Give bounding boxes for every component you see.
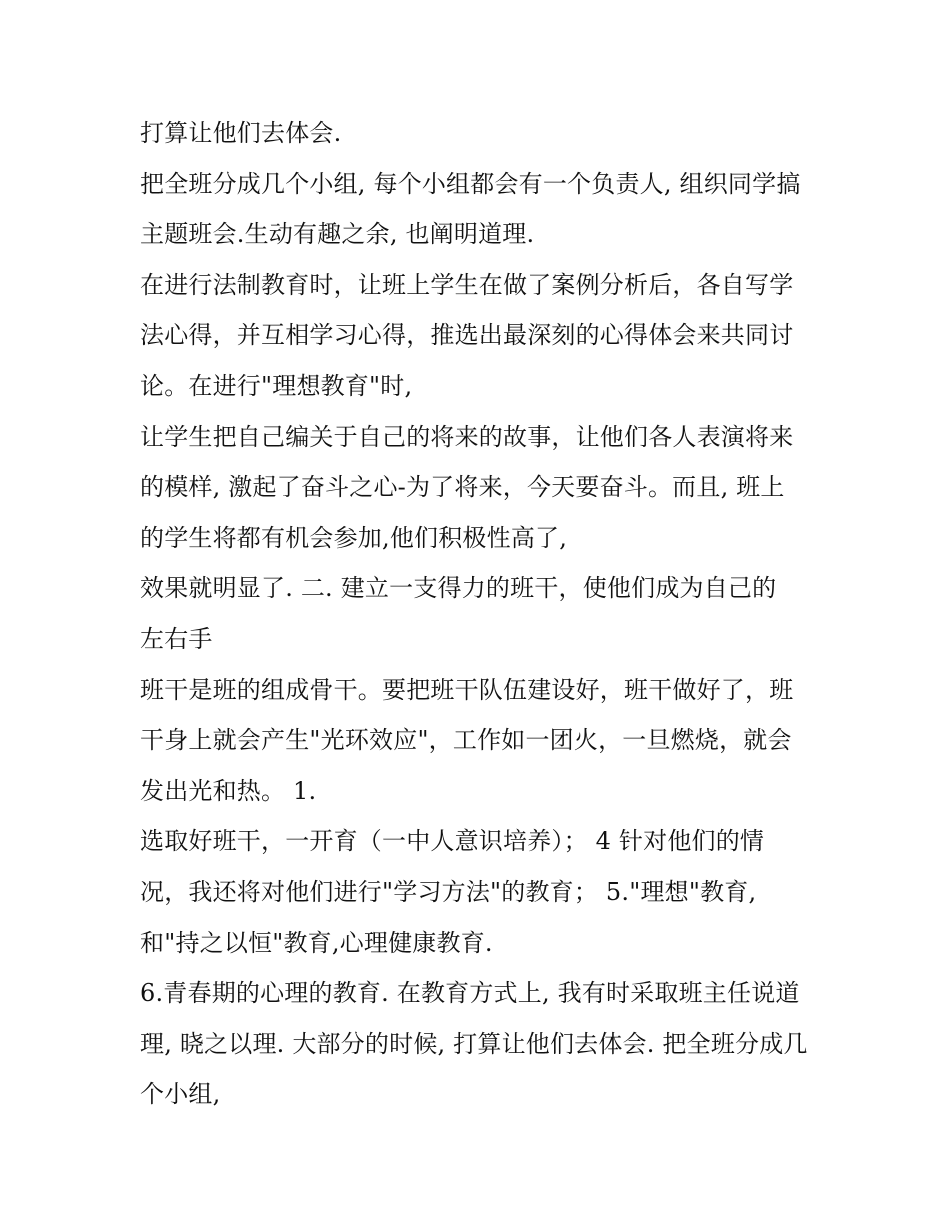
- text-line: 发出光和热。 1.: [140, 776, 317, 805]
- text-line: 况，我还将对他们进行"学习方法"的教育； 5."理想"教育,: [140, 877, 757, 906]
- text-line: 法心得，并互相学习心得，推选出最深刻的心得体会来共同讨: [140, 321, 794, 350]
- text-line: 把全班分成几个小组, 每个小组都会有一个负责人, 组织同学搞: [140, 169, 801, 198]
- text-line: 和"持之以恒"教育,心理健康教育.: [140, 928, 493, 957]
- text-line: 的模样, 激起了奋斗之心-为了将来，今天要奋斗。而且, 班上: [140, 473, 785, 502]
- text-line: 选取好班干，一开育（一中人意识培养）； 4 针对他们的情: [140, 827, 765, 856]
- text-line: 效果就明显了. 二. 建立一支得力的班干，使他们成为自己的: [140, 574, 777, 603]
- text-line: 干身上就会产生"光环效应"，工作如一团火，一旦燃烧，就会: [140, 726, 792, 755]
- text-line: 让学生把自己编关于自己的将来的故事，让他们各人表演将来: [140, 422, 794, 451]
- text-line: 6.青春期的心理的教育. 在教育方式上, 我有时采取班主任说道: [140, 979, 800, 1008]
- text-line: 打算让他们去体会.: [140, 119, 342, 147]
- document-body: [140, 108, 820, 1120]
- text-line: 理, 晓之以理. 大部分的时候, 打算让他们去体会. 把全班分成几: [140, 1029, 808, 1058]
- text-line: 的学生将都有机会参加,他们积极性高了,: [140, 523, 568, 552]
- text-line: 在进行法制教育时，让班上学生在做了案例分析后，各自写学: [140, 270, 794, 299]
- text-line: 个小组,: [140, 1080, 221, 1109]
- text-line: 左右手: [140, 624, 213, 653]
- text-line: 主题班会.生动有趣之余, 也阐明道理.: [140, 220, 535, 249]
- text-line: 论。在进行"理想教育"时,: [140, 371, 413, 400]
- text-line: 班干是班的组成骨干。要把班干队伍建设好，班干做好了，班: [140, 675, 794, 704]
